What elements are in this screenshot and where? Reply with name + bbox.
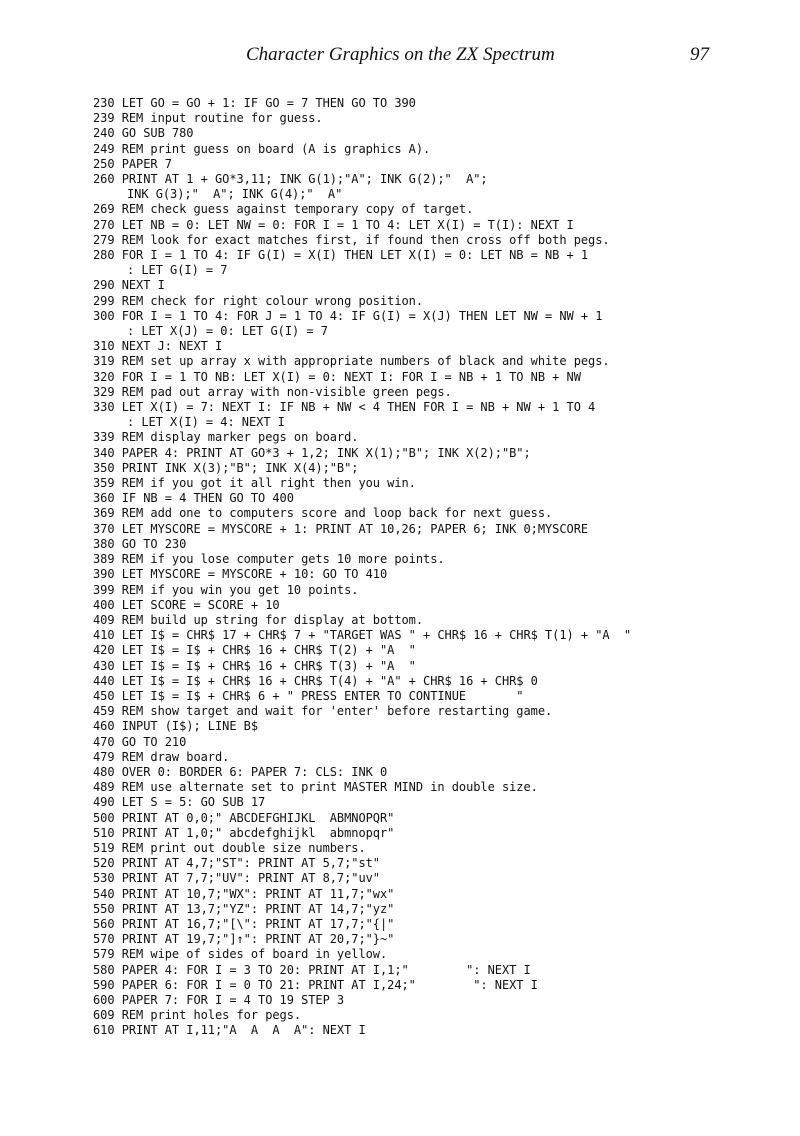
code-line: 330 LET X(I) = 7: NEXT I: IF NB + NW < 4 THEN FOR I = NB + NW + 1 TO 4 — [93, 400, 596, 415]
code-line: 430 LET I$ = I$ + CHR$ 16 + CHR$ T(3) + "A " — [93, 658, 416, 673]
code-line: 500 PRINT AT 0,0;" ABCDEFGHIJKL ABMNOPQR" — [93, 810, 395, 825]
code-line: 470 GO TO 210 — [93, 734, 187, 749]
code-line: 369 REM add one to computers score and loop back for next guess. — [93, 506, 553, 521]
code-line: 270 LET NB = 0: LET NW = 0: FOR I = 1 TO 4: LET X(I) = T(I): NEXT I — [93, 217, 574, 232]
page-header — [0, 44, 800, 72]
code-line: 580 PAPER 4: FOR I = 3 TO 20: PRINT AT I,1;" ": NEXT I — [93, 962, 531, 977]
code-line: 400 LET SCORE = SCORE + 10 — [93, 597, 280, 612]
running-title: Character Graphics on the ZX Spectrum — [246, 44, 555, 65]
code-line: 319 REM set up array x with appropriate numbers of black and white pegs. — [93, 354, 610, 369]
code-line: 420 LET I$ = I$ + CHR$ 16 + CHR$ T(2) + "A " — [93, 643, 416, 658]
code-line-continuation: : LET G(I) = 7 — [127, 263, 228, 278]
code-line: 370 LET MYSCORE = MYSCORE + 1: PRINT AT 10,26; PAPER 6; INK 0;MYSCORE — [93, 521, 589, 536]
code-line: 320 FOR I = 1 TO NB: LET X(I) = 0: NEXT I: FOR I = NB + 1 TO NB + NW — [93, 369, 581, 384]
code-line: 479 REM draw board. — [93, 749, 230, 764]
code-line: 299 REM check for right colour wrong position. — [93, 293, 424, 308]
code-line: 550 PRINT AT 13,7;"YZ": PRINT AT 14,7;"yz" — [93, 901, 395, 916]
code-line: 489 REM use alternate set to print MASTER MIND in double size. — [93, 780, 538, 795]
code-line: 450 LET I$ = I$ + CHR$ 6 + " PRESS ENTER TO CONTINUE " — [93, 688, 524, 703]
page-number: 97 — [690, 44, 709, 65]
code-line: 240 GO SUB 780 — [93, 126, 194, 141]
code-line: 410 LET I$ = CHR$ 17 + CHR$ 7 + "TARGET WAS " + CHR$ 16 + CHR$ T(1) + "A " — [93, 628, 632, 643]
code-line: 280 FOR I = 1 TO 4: IF G(I) = X(I) THEN LET X(I) = 0: LET NB = NB + 1 — [93, 248, 589, 263]
code-line: 300 FOR I = 1 TO 4: FOR J = 1 TO 4: IF G(I) = X(J) THEN LET NW = NW + 1 — [93, 308, 603, 323]
basic-program-listing — [93, 96, 773, 1039]
code-line: 329 REM pad out array with non-visible green pegs. — [93, 384, 452, 399]
code-line: 340 PAPER 4: PRINT AT GO*3 + 1,2; INK X(1);"B"; INK X(2);"B"; — [93, 445, 531, 460]
code-line: 350 PRINT INK X(3);"B"; INK X(4);"B"; — [93, 460, 359, 475]
code-line: 510 PRINT AT 1,0;" abcdefghijkl abmnopqr" — [93, 825, 395, 840]
code-line: 409 REM build up string for display at bottom. — [93, 612, 424, 627]
code-line: 530 PRINT AT 7,7;"UV": PRINT AT 8,7;"uv" — [93, 871, 380, 886]
code-line: 260 PRINT AT 1 + GO*3,11; INK G(1);"A"; INK G(2);" A"; — [93, 172, 488, 187]
code-line: 279 REM look for exact matches first, if found then cross off both pegs. — [93, 232, 610, 247]
code-line: 520 PRINT AT 4,7;"ST": PRINT AT 5,7;"st" — [93, 856, 380, 871]
code-line: 290 NEXT I — [93, 278, 165, 293]
code-line: 590 PAPER 6: FOR I = 0 TO 21: PRINT AT I,24;" ": NEXT I — [93, 977, 538, 992]
code-line-continuation: : LET X(J) = 0: LET G(I) = 7 — [127, 324, 328, 339]
code-line: 310 NEXT J: NEXT I — [93, 339, 223, 354]
code-line: 460 INPUT (I$); LINE B$ — [93, 719, 259, 734]
code-line: 399 REM if you win you get 10 points. — [93, 582, 359, 597]
code-line-continuation: INK G(3);" A"; INK G(4);" A" — [127, 187, 343, 202]
code-line: 250 PAPER 7 — [93, 156, 172, 171]
code-line: 230 LET GO = GO + 1: IF GO = 7 THEN GO TO 390 — [93, 96, 416, 110]
code-line: 380 GO TO 230 — [93, 536, 187, 551]
code-line-continuation: : LET X(I) = 4: NEXT I — [127, 415, 285, 430]
code-line: 600 PAPER 7: FOR I = 4 TO 19 STEP 3 — [93, 992, 345, 1007]
code-line: 239 REM input routine for guess. — [93, 111, 323, 126]
code-line: 459 REM show target and wait for 'enter' before restarting game. — [93, 704, 553, 719]
code-line: 249 REM print guess on board (A is graphics A). — [93, 141, 431, 156]
code-line: 579 REM wipe of sides of board in yellow. — [93, 947, 388, 962]
code-line: 609 REM print holes for pegs. — [93, 1008, 302, 1023]
code-line: 570 PRINT AT 19,7;"]↑": PRINT AT 20,7;"}~" — [93, 932, 395, 947]
code-line: 480 OVER 0: BORDER 6: PAPER 7: CLS: INK 0 — [93, 764, 388, 779]
code-line: 440 LET I$ = I$ + CHR$ 16 + CHR$ T(4) + "A" + CHR$ 16 + CHR$ 0 — [93, 673, 538, 688]
code-line: 360 IF NB = 4 THEN GO TO 400 — [93, 491, 294, 506]
code-line: 389 REM if you lose computer gets 10 more points. — [93, 552, 445, 567]
code-line: 339 REM display marker pegs on board. — [93, 430, 359, 445]
code-line: 359 REM if you got it all right then you win. — [93, 476, 416, 491]
code-line: 390 LET MYSCORE = MYSCORE + 10: GO TO 410 — [93, 567, 388, 582]
code-line: 519 REM print out double size numbers. — [93, 840, 366, 855]
code-line: 540 PRINT AT 10,7;"WX": PRINT AT 11,7;"wx" — [93, 886, 395, 901]
code-line: 560 PRINT AT 16,7;"[\": PRINT AT 17,7;"{|" — [93, 916, 395, 931]
code-line: 490 LET S = 5: GO SUB 17 — [93, 795, 266, 810]
code-line: 610 PRINT AT I,11;"A A A A": NEXT I — [93, 1023, 366, 1038]
code-line: 269 REM check guess against temporary copy of target. — [93, 202, 474, 217]
